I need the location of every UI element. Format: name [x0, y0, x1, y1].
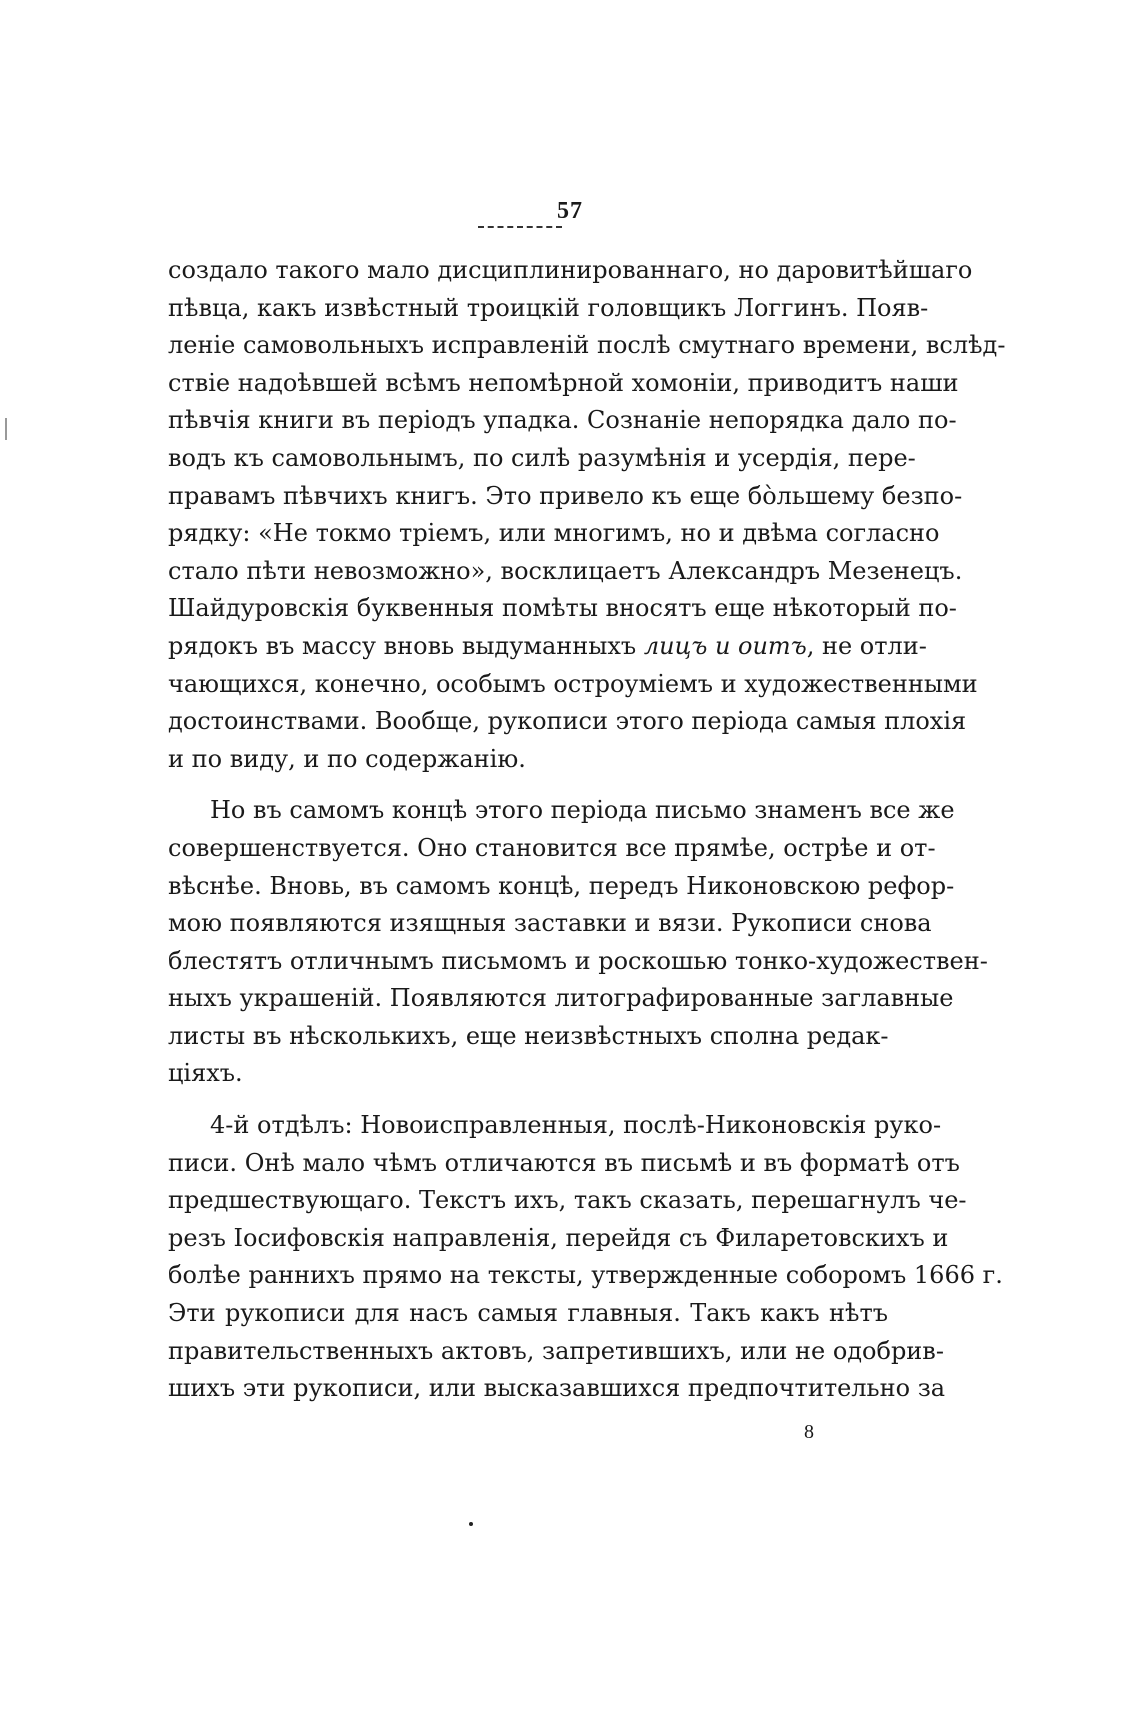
- text-line: Шайдуровскія буквенныя помѣты вносятъ еще нѣкоторый по-: [168, 594, 957, 623]
- text-line: предшествующаго. Текстъ ихъ, такъ сказать, перешагнулъ че-: [168, 1186, 967, 1215]
- text-line: правамъ пѣвчихъ книгъ. Это привело къ еще бо̀льшему безпо-: [168, 481, 963, 510]
- text-line: ствіе надоѣвшей всѣмъ непомѣрной хомоніи, приводитъ наши: [168, 368, 959, 397]
- ink-dot: [469, 1522, 473, 1526]
- text-line: ныхъ украшеній. Появляются литографированные заглавные: [168, 984, 954, 1013]
- text-line: рядокъ въ массу вновь выдуманныхъ лицъ и оитъ, не отли-: [168, 631, 927, 660]
- paragraph: [168, 252, 1006, 778]
- text-line: стало пѣти невозможно», восклицаетъ Александръ Мезенецъ.: [168, 556, 963, 585]
- text-body: [168, 252, 1006, 1408]
- text-line: совершенствуется. Оно становится все прямѣе, острѣе и от-: [168, 833, 936, 862]
- italic-term: лицъ и оитъ: [643, 631, 807, 660]
- text-line: правительственныхъ актовъ, запретившихъ, или не одобрив-: [168, 1336, 944, 1365]
- paragraph-gap: [168, 1093, 888, 1107]
- text-line: Эти рукописи для насъ самыя главныя. Такъ какъ нѣтъ: [168, 1299, 888, 1328]
- page-number-rule: [478, 226, 562, 228]
- text-line: леніе самовольныхъ исправленій послѣ смутнаго времени, вслѣд-: [168, 331, 1006, 360]
- paragraph: [168, 1107, 1003, 1408]
- text-line: и по виду, и по содержанію.: [168, 744, 526, 773]
- signature-mark: 8: [804, 1421, 814, 1443]
- text-line: ціяхъ.: [168, 1059, 243, 1088]
- paragraph: [168, 792, 988, 1093]
- text-line: 4-й отдѣлъ: Новоисправленныя, послѣ-Никоновскія руко-: [210, 1111, 942, 1140]
- text-line: достоинствами. Вообще, рукописи этого періода самыя плохія: [168, 707, 967, 736]
- text-line: пѣвца, какъ извѣстный троицкій головщикъ Логгинъ. Появ-: [168, 293, 929, 322]
- text-line: Но въ самомъ концѣ этого періода письмо знаменъ все же: [210, 796, 955, 825]
- text-line: рядку: «Не токмо тріемъ, или многимъ, но и двѣма согласно: [168, 519, 940, 548]
- text-line: шихъ эти рукописи, или высказавшихся предпочтительно за: [168, 1374, 946, 1403]
- text-line: чающихся, конечно, особымъ остроуміемъ и художественными: [168, 669, 978, 698]
- paragraph-gap: [168, 778, 888, 792]
- text-line: вѣснѣе. Вновь, въ самомъ концѣ, передъ Никоновскою рефор-: [168, 871, 955, 900]
- text-line: водъ къ самовольнымъ, по силѣ разумѣнія и усердія, пере-: [168, 443, 916, 472]
- text-line: листы въ нѣсколькихъ, еще неизвѣстныхъ сполна редак-: [168, 1021, 889, 1050]
- text-line: блестятъ отличнымъ письмомъ и роскошью тонко-художествен-: [168, 946, 988, 975]
- page-number: 57: [557, 198, 583, 224]
- text-line: писи. Онѣ мало чѣмъ отличаются въ письмѣ и въ форматѣ отъ: [168, 1148, 960, 1177]
- text-line: болѣе раннихъ прямо на тексты, утвержденные соборомъ 1666 г.: [168, 1261, 1003, 1290]
- text-line: резъ Іосифовскія направленія, перейдя съ Филаретовскихъ и: [168, 1223, 949, 1252]
- text-line: создало такого мало дисциплинированнаго, но даровитѣйшаго: [168, 256, 973, 284]
- text-line: пѣвчія книги въ періодъ упадка. Сознаніе непорядка дало по-: [168, 406, 957, 435]
- margin-mark: [5, 418, 7, 440]
- text-line: мою появляются изящныя заставки и вязи. Рукописи снова: [168, 909, 932, 938]
